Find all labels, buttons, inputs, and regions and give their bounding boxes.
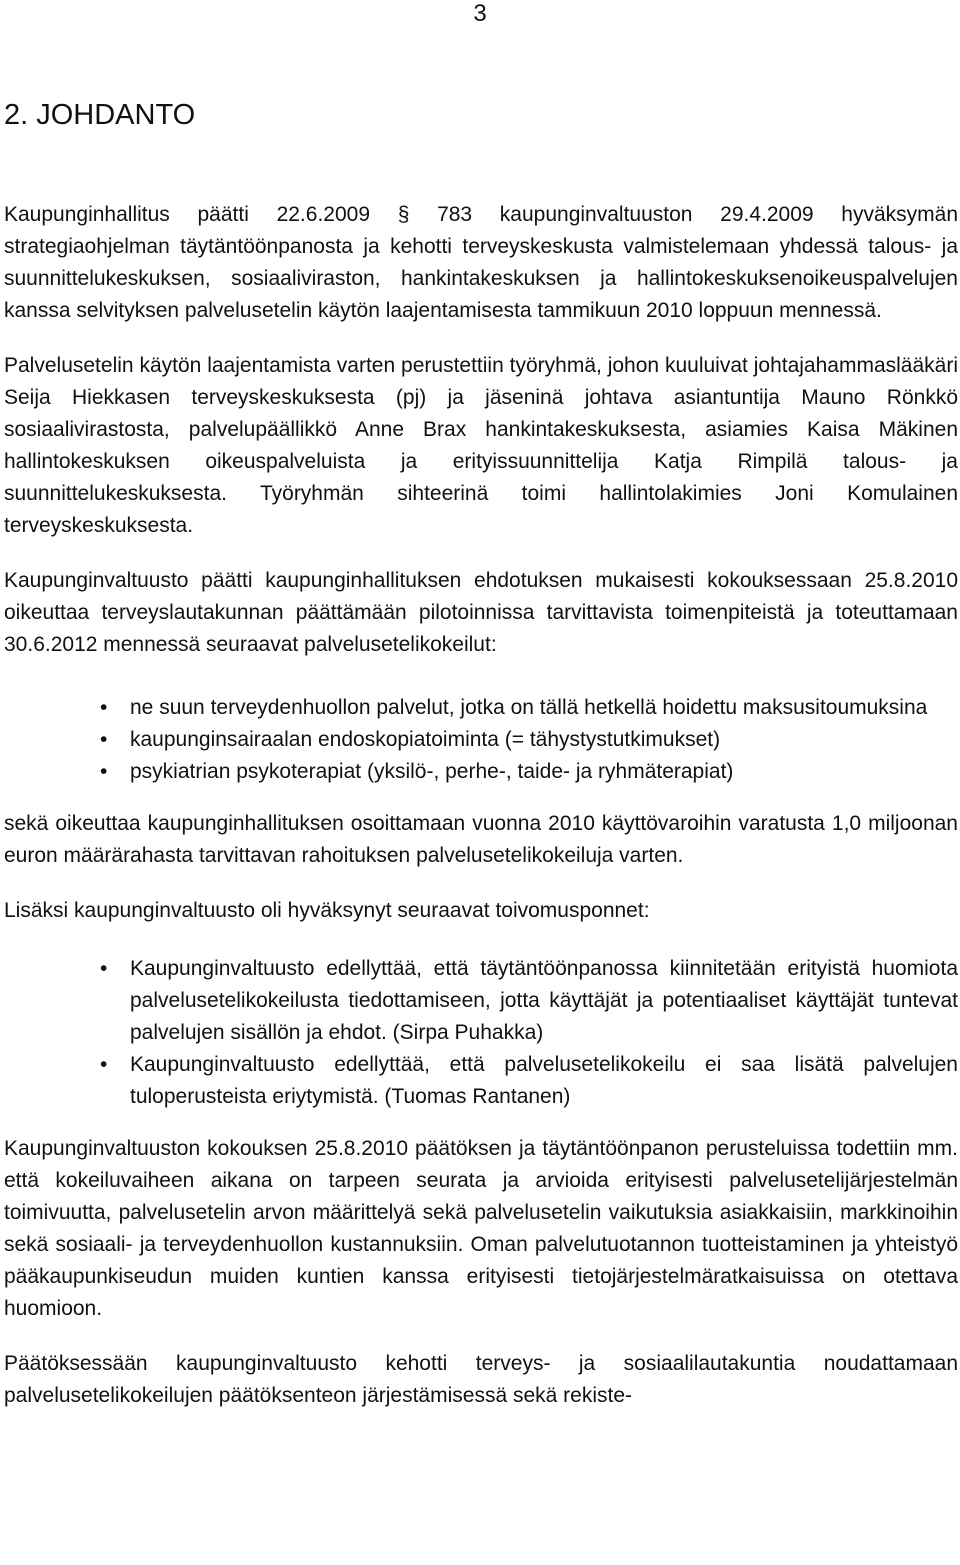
paragraph-funding: sekä oikeuttaa kaupunginhallituksen osoittamaan vuonna 2010 käyttövaroihin varatusta 1,0 miljoonan euron määrärahasta tarvittavan rahoituksen palvelusetelikokeiluja varten. [4, 812, 958, 867]
list-item: • kaupunginsairaalan endoskopiatoiminta (= tähystystutkimukset) [4, 724, 958, 756]
list-item: • psykiatrian psykoterapiat (yksilö-, perhe-, taide- ja ryhmäterapiat) [4, 756, 958, 788]
paragraph-rationale: Kaupunginvaltuuston kokouksen 25.8.2010 päätöksen ja täytäntöönpanon perusteluissa todettiin mm. että kokeiluvaiheen aikana on tarpeen seurata ja arvioida erityisesti palvelusetelijärjestelmän toimivuutta, palvelusetelin arvon määrittelyä sekä palvelusetelin vaikutuksia asiakkaisiin, markkinoihin sekä sosiaali- ja terveydenhuollon kustannuksiin. Oman palvelutuotannon tuotteistaminen ja yhteistyö pääkaupunkiseudun muiden kuntien kanssa erityisesti tietojärjestelmäratkaisuissa on otettava huomioon. [4, 1137, 958, 1320]
list-item: • Kaupunginvaltuusto edellyttää, että palvelusetelikokeilu ei saa lisätä palvelujen tuloperusteista eriytymistä. (Tuomas Rantanen) [4, 1049, 958, 1113]
paragraph-decision: Kaupunginhallitus päätti 22.6.2009 § 783 kaupunginvaltuuston 29.4.2009 hyväksymän strategiaohjelman täytäntöönpanosta ja kehotti terveyskeskusta valmistelemaan yhdessä talous- ja suunnittelukeskuksen, sosiaaliviraston, hankintakeskuksen ja hallintokeskuksenoikeuspalvelujen kanssa selvityksen palvelusetelin käytön laajentamisesta tammikuun 2010 loppuun mennessä. [4, 203, 958, 322]
list-item: • Kaupunginvaltuusto edellyttää, että täytäntöönpanossa kiinnitetään erityistä huomiota palvelusetelikokeilusta tiedottamiseen, jotta käyttäjät ja potentiaaliset käyttäjät tuntevat palvelujen sisällön ja ehdot. (Sirpa Puhakka) [4, 953, 958, 1049]
bullet-icon: • [100, 1053, 108, 1076]
page-number: 3 [473, 0, 487, 27]
paragraph-motions-intro: Lisäksi kaupunginvaltuusto oli hyväksynyt seuraavat toivomusponnet: [4, 899, 650, 922]
section-heading: 2. JOHDANTO [4, 99, 196, 131]
bullet-icon: • [100, 760, 108, 783]
paragraph-instruction: Päätöksessään kaupunginvaltuusto kehotti terveys- ja sosiaalilautakuntia noudattamaan palvelusetelikokeilujen päätöksenteon järjestämisessä sekä rekiste- [4, 1352, 958, 1407]
pilot-list [4, 692, 958, 788]
paragraph-working-group: Palvelusetelin käytön laajentamista varten perustettiin työryhmä, johon kuuluivat johtajahammaslääkäri Seija Hiekkasen terveyskeskuksesta (pj) ja jäseninä johtava asiantuntija Mauno Rönkkö sosiaalivirastosta, palvelupäällikkö Anne Brax hankintakeskuksesta, asiamies Kaisa Mäkinen hallintokeskuksen oikeuspalveluista ja erityissuunnittelija Katja Rimpilä talous- ja suunnittelukeskuksesta. Työryhmän sihteerinä toimi hallintolakimies Joni Komulainen terveyskeskuksesta. [4, 354, 958, 537]
bullet-icon: • [100, 728, 108, 751]
document-body [4, 199, 958, 1435]
motions-list [4, 953, 958, 1113]
bullet-icon: • [100, 957, 108, 980]
list-item: • ne suun terveydenhuollon palvelut, jotka on tällä hetkellä hoidettu maksusitoumuksina [4, 692, 958, 724]
bullet-icon: • [100, 696, 108, 719]
paragraph-council-decision: Kaupunginvaltuusto päätti kaupunginhallituksen ehdotuksen mukaisesti kokouksessaan 25.8.2010 oikeuttaa terveyslautakunnan päättämään pilotoinnissa tarvittavista toimenpiteistä ja toteuttamaan 30.6.2012 mennessä seuraavat palvelusetelikokeilut: [4, 569, 958, 656]
